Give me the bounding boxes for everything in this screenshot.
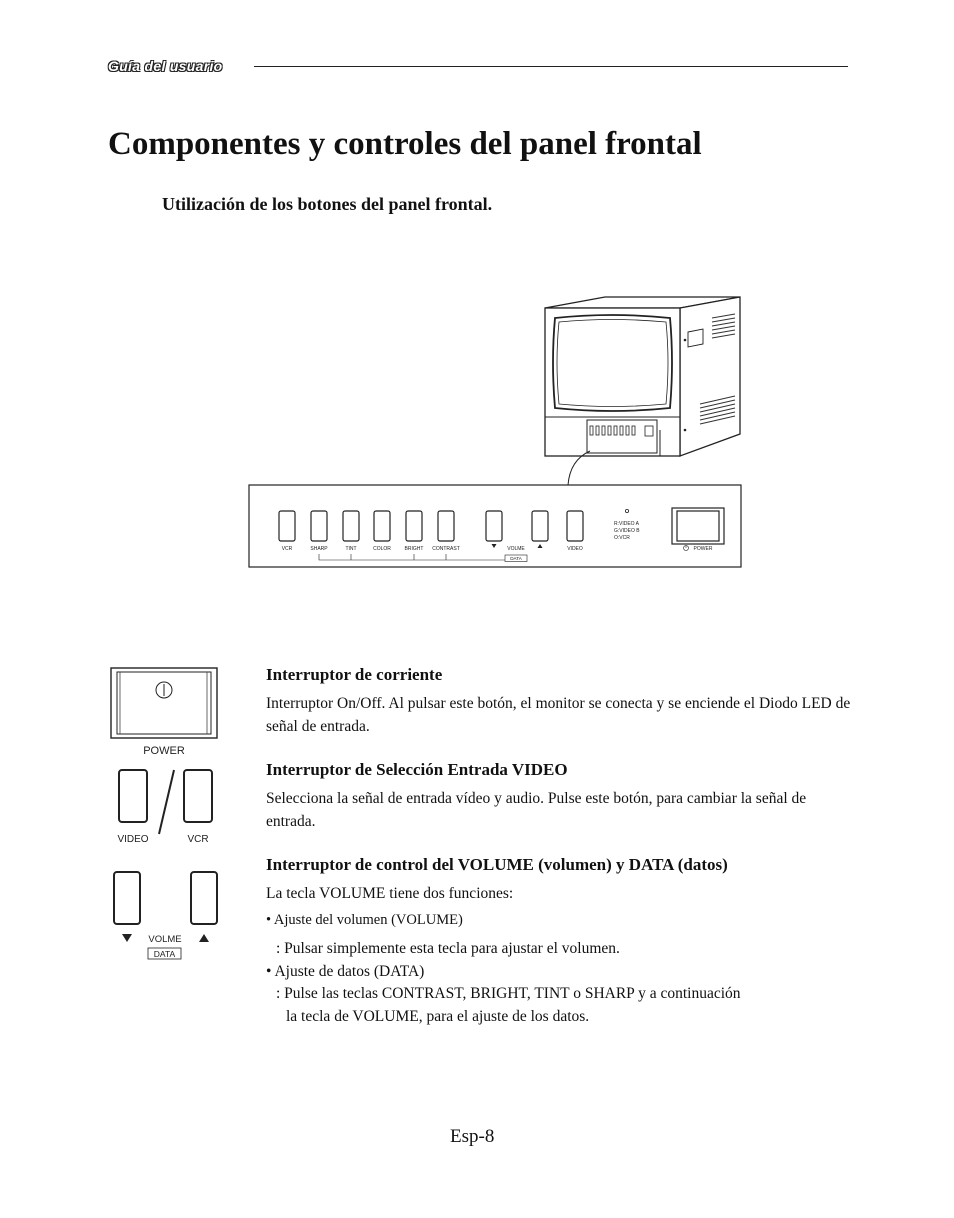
- volume-bullet-2-detail-2: la tecla de VOLUME, para el ajuste de los datos.: [286, 1008, 590, 1025]
- panel-sharp-button: [311, 511, 327, 541]
- panel-label-vcr: VCR: [281, 546, 293, 552]
- page-subtitle: Utilización de los botones del panel frontal.: [162, 194, 493, 214]
- panel-label-bright: BRIGHT: [404, 546, 424, 552]
- video-switch-illustration: [108, 764, 220, 848]
- power-section-heading: Interruptor de corriente: [266, 665, 443, 684]
- panel-color-button: [374, 511, 390, 541]
- volume-section-heading: Interruptor de control del VOLUME (volumen) y DATA (datos): [266, 855, 728, 874]
- panel-bright-button: [406, 511, 422, 541]
- power-switch-illustration: [108, 666, 220, 758]
- panel-label-data: DATA: [510, 556, 522, 561]
- panel-volume-up-button: [532, 511, 548, 541]
- up-triangle-icon: [199, 934, 209, 942]
- volume-bullet-1-detail: : Pulsar simplemente esta tecla para ajustar el volumen.: [276, 940, 620, 957]
- power-section-text: Interruptor On/Off. Al pulsar este botón, el monitor se conecta y se enciende el Diodo LED de señal de entrada.: [266, 695, 851, 735]
- volume-switch-illustration: [108, 866, 220, 964]
- callout-line: [560, 448, 600, 488]
- slash-icon: [159, 770, 174, 834]
- panel-label-volume: VOLME: [507, 546, 525, 552]
- panel-contrast-button: [438, 511, 454, 541]
- panel-vcr-button: [279, 511, 295, 541]
- header-section-label: Guía del usuario: [108, 58, 223, 74]
- video-section-text: Selecciona la señal de entrada vídeo y audio. Pulse este botón, para cambiar la señal de entrada.: [266, 790, 807, 830]
- volume-bullet-2-detail-1: : Pulse las teclas CONTRAST, BRIGHT, TINT o SHARP y a continuación: [276, 985, 741, 1002]
- data-icon-label: DATA: [153, 949, 176, 959]
- panel-label-sharp: SHARP: [310, 546, 328, 552]
- panel-indicator-vcr: O:VCR: [614, 535, 630, 541]
- panel-label-contrast: CONTRAST: [432, 546, 460, 552]
- panel-label-color: COLOR: [373, 546, 391, 552]
- panel-label-tint: TINT: [345, 546, 357, 552]
- panel-label-power: POWER: [693, 546, 713, 552]
- volume-section-intro: La tecla VOLUME tiene dos funciones:: [266, 885, 514, 902]
- video-icon-label: VIDEO: [117, 834, 149, 845]
- panel-indicator-video-a: R:VIDEO A: [614, 521, 640, 527]
- panel-indicator-video-b: G:VIDEO B: [614, 528, 640, 534]
- volume-bullet-2: • Ajuste de datos (DATA): [266, 963, 425, 980]
- front-panel-diagram: [248, 484, 742, 570]
- header-rule: [254, 66, 848, 67]
- volume-bullet-1: • Ajuste del volumen (VOLUME): [266, 912, 463, 928]
- power-icon-label: POWER: [143, 745, 185, 757]
- volume-icon-label: VOLME: [148, 934, 182, 945]
- panel-video-button: [567, 511, 583, 541]
- video-section-heading: Interruptor de Selección Entrada VIDEO: [266, 760, 568, 779]
- panel-label-video: VIDEO: [567, 546, 583, 552]
- panel-tint-button: [343, 511, 359, 541]
- panel-volume-down-button: [486, 511, 502, 541]
- monitor-illustration: [540, 292, 744, 460]
- page-number: Esp-8: [450, 1126, 495, 1147]
- page-title: Componentes y controles del panel frontal: [108, 126, 702, 162]
- down-triangle-icon: [122, 934, 132, 942]
- vcr-icon-label: VCR: [187, 834, 209, 845]
